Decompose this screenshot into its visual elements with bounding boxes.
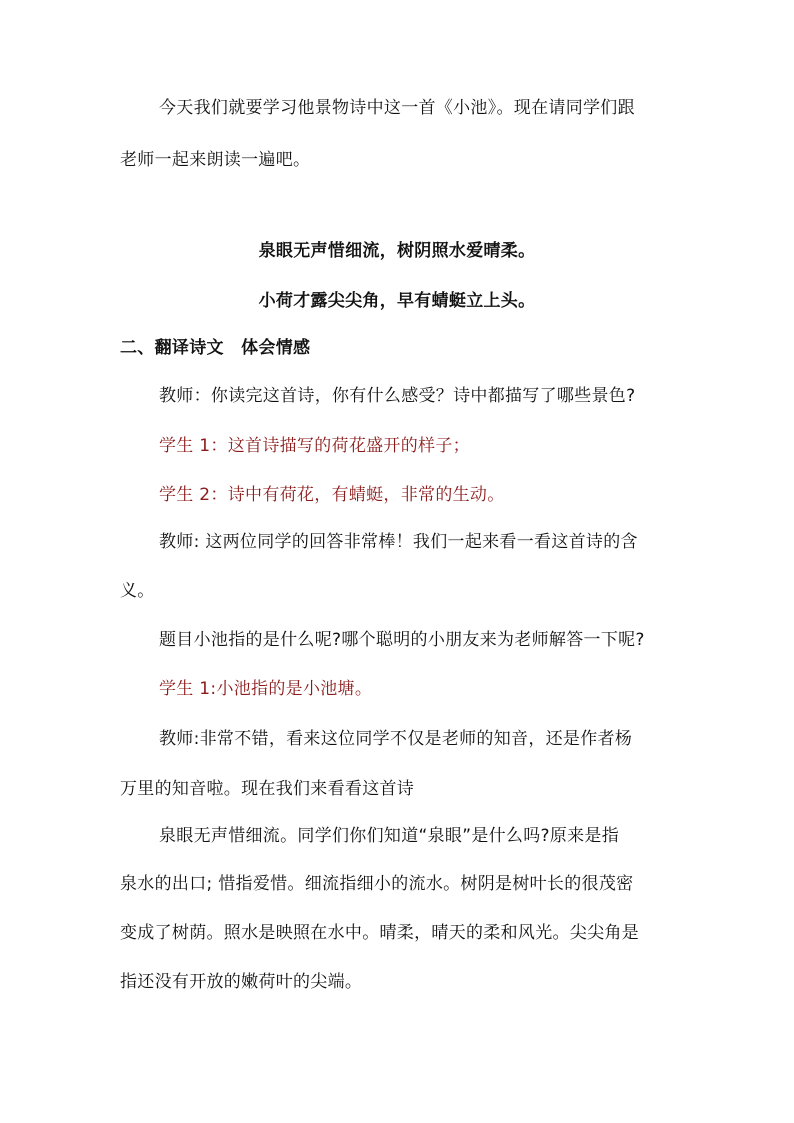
poem-line-2: 小荷才露尖尖角，早有蜻蜓立上头。 [258,291,536,311]
teacher-response-1-line-1: 教师: 这两位同学的回答非常棒！我们一起来看一看这首诗的含 [159,532,638,552]
explanation-line-3: 变成了树荫。照水是映照在水中。晴柔，晴天的柔和风光。尖尖角是 [120,923,639,943]
student-1-answer-2: 学生 1:小池指的是小池塘。 [159,679,373,699]
student-1-answer-1: 学生 1：这首诗描写的荷花盛开的样子； [159,436,470,456]
teacher-response-1-line-2: 义。 [120,581,155,601]
poem-line-1: 泉眼无声惜细流，树阴照水爱晴柔。 [258,241,536,261]
question-title: 题目小池指的是什么呢?哪个聪明的小朋友来为老师解答一下呢? [159,630,645,650]
teacher-question-1: 教师：你读完这首诗，你有什么感受？诗中都描写了哪些景色? [159,386,636,406]
section-heading: 二、翻译诗文 体会情感 [120,338,311,358]
paragraph-intro-line-1: 今天我们就要学习他景物诗中这一首《小池》。现在请同学们跟 [159,98,635,118]
explanation-line-1: 泉眼无声惜细流。同学们你们知道“泉眼”是什么吗?原来是指 [159,826,620,846]
teacher-response-2-line-2: 万里的知音啦。现在我们来看看这首诗 [120,779,415,799]
explanation-line-2: 泉水的出口; 惜指爱惜。细流指细小的流水。树阴是树叶长的很茂密 [120,874,634,894]
explanation-line-4: 指还没有开放的嫩荷叶的尖端。 [120,972,363,992]
student-2-answer-1: 学生 2：诗中有荷花，有蜻蜓，非常的生动。 [159,485,505,505]
paragraph-intro-line-2: 老师一起来朗读一遍吧。 [120,150,311,170]
teacher-response-2-line-1: 教师:非常不错，看来这位同学不仅是老师的知音，还是作者杨 [159,729,633,749]
